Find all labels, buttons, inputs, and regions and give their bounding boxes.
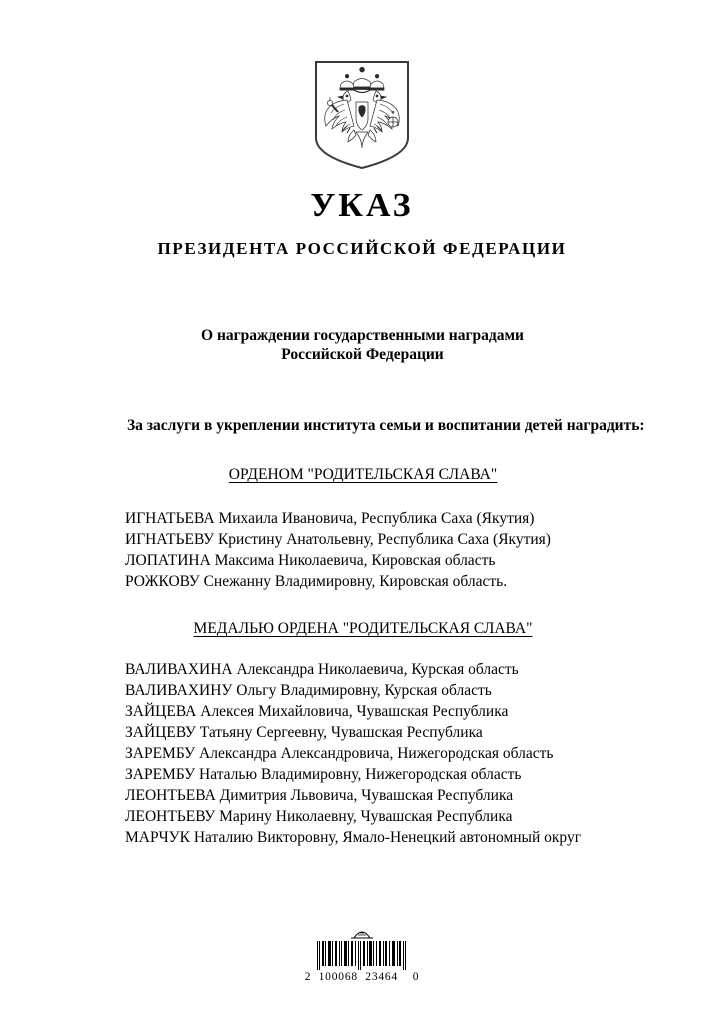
- barcode-number: 2 100068 23464 0: [304, 971, 420, 983]
- barcode-icon: [316, 941, 408, 970]
- award-heading-order: [80, 465, 646, 485]
- list-item: ЛЕОНТЬЕВУ Марину Николаевну, Чувашская Республика: [125, 808, 513, 825]
- russian-coat-of-arms-icon: [314, 60, 410, 170]
- list-item: ЛЕОНТЬЕВА Димитрия Львовича, Чувашская Республика: [125, 787, 514, 804]
- recipient-list-medal: [80, 659, 646, 848]
- award-heading-medal-label: МЕДАЛЬЮ ОРДЕНА "РОДИТЕЛЬСКАЯ СЛАВА": [193, 620, 533, 637]
- decree-subject-line-2: Российской Федерации: [281, 346, 444, 363]
- list-item: ЗАЙЦЕВУ Татьяну Сергеевну, Чувашская Республика: [125, 724, 483, 741]
- list-item: ЛОПАТИНА Максима Николаевича, Кировская область: [125, 552, 496, 569]
- decree-intro-paragraph: За заслуги в укреплении института семьи и воспитании детей наградить:: [127, 416, 645, 434]
- list-item: МАРЧУК Наталию Викторовну, Ямало-Ненецкий автономный округ: [125, 829, 582, 846]
- barcode-block: [0, 930, 724, 983]
- list-item: ЗАРЕМБУ Александра Александровича, Нижегородская область: [125, 745, 554, 762]
- issuing-authority: ПРЕЗИДЕНТА РОССИЙСКОЙ ФЕДЕРАЦИИ: [157, 239, 567, 258]
- list-item: ЗАЙЦЕВА Алексея Михайловича, Чувашская Республика: [125, 703, 509, 720]
- award-heading-medal: [80, 619, 646, 639]
- emblem-container: [0, 60, 724, 170]
- list-item: ВАЛИВАХИНУ Ольгу Владимировну, Курская область: [125, 682, 492, 699]
- award-heading-order-label: ОРДЕНОМ "РОДИТЕЛЬСКАЯ СЛАВА": [228, 466, 498, 483]
- list-item: РОЖКОВУ Снежанну Владимировну, Кировская область.: [125, 573, 508, 590]
- page-title: УКАЗ: [310, 187, 414, 224]
- recipient-list-order: [80, 508, 646, 592]
- list-item: ИГНАТЬЕВУ Кристину Анатольевну, Республика Саха (Якутия): [125, 531, 551, 548]
- list-item: ВАЛИВАХИНА Александра Николаевича, Курская область: [125, 661, 519, 678]
- decree-subject-line-1: О награждении государственными наградами: [201, 327, 524, 344]
- decree-subject: [80, 326, 645, 364]
- list-item: ЗАРЕМБУ Наталью Владимировну, Нижегородская область: [125, 766, 522, 783]
- list-item: ИГНАТЬЕВА Михаила Ивановича, Республика Саха (Якутия): [125, 510, 535, 527]
- barcode-top-mark-icon: [349, 930, 375, 940]
